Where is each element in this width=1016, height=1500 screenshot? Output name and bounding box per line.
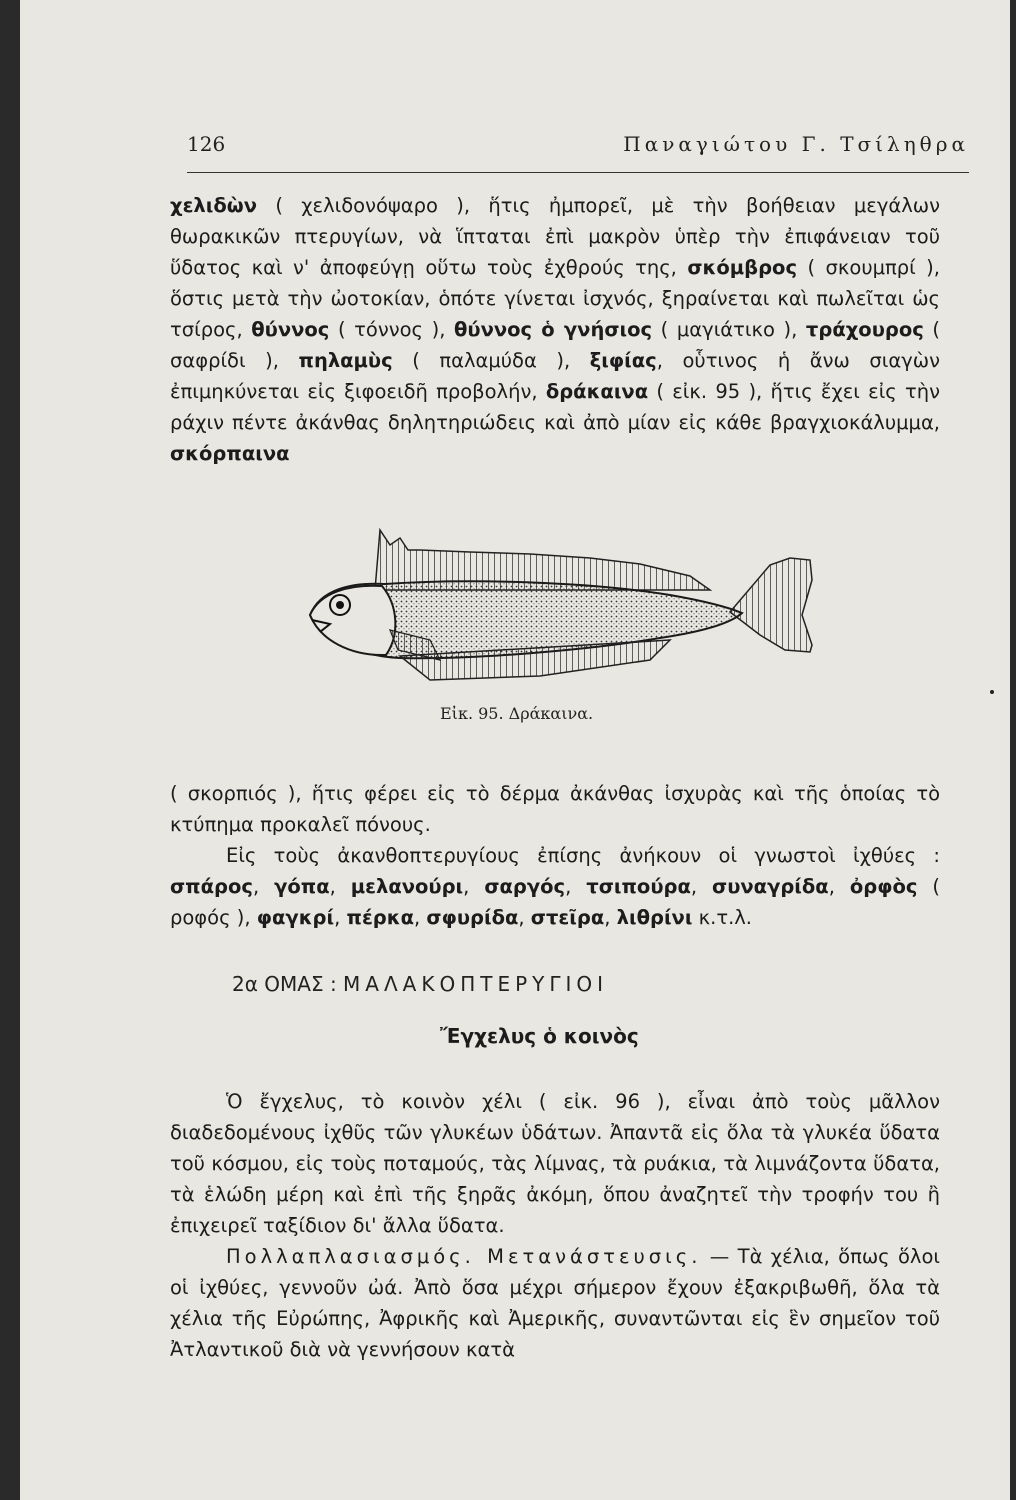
figure-caption: Εἰκ. 95. Δράκαινα.: [440, 704, 594, 723]
text-run: , οὗτινος ἡ ἄνω σιαγὼν ἐπιμηκύνεται εἰς ξιφοειδῆ προβολήν,: [170, 349, 940, 403]
term-horse-mackerel: τράχουρος: [805, 318, 924, 341]
text-run: ( ροφός ),: [170, 875, 941, 929]
paragraph-eel: [170, 1086, 940, 1365]
paragraph-fish-list: [170, 190, 940, 469]
term-fish: λιθρίνι: [616, 906, 693, 929]
term-fish: στεῖρα: [530, 906, 605, 929]
text-run: — Τὰ χέλια, ὅπως ὅλοι οἱ ἰχθύες, γεννοῦν ὠά. Ἀπὸ ὅσα μέχρι σήμερον ἔχουν ἐξακριβωθῆ, ὅλα τὰ χέλια τῆς Εὐρώπης, Ἀφρικῆς καὶ Ἀμερικῆς, συναντῶνται εἰς ἓν σημεῖον τοῦ Ἀτλαντικοῦ διὰ νὰ γεννήσουν κατὰ: [170, 1245, 940, 1361]
paragraph-scorpion: [170, 778, 940, 933]
term-fish: συναγρίδα: [712, 875, 829, 898]
term-fish: σφυρίδα: [426, 906, 519, 929]
text-run: ( χελιδονόψαρο ), ἥτις ἠμπορεῖ, μὲ τὴν βοήθειαν μεγάλων θωρακικῶν πτερυγίων, νὰ ἵπταται ἐπὶ μακρὸν ὑπὲρ τὴν ἐπιφάνειαν τοῦ ὕδατος καὶ ν' ἀποφεύγῃ οὕτω τοὺς ἐχθρούς της,: [170, 194, 940, 279]
text-run: κ.τ.λ.: [698, 906, 753, 929]
running-title: Παναγιώτου Γ. Τσίληθρα: [623, 132, 969, 156]
tail-fin: [730, 558, 812, 652]
text-run: Εἰς τοὺς ἀκανθοπτερυγίους ἐπίσης ἀνήκουν οἱ γνωστοὶ ἰχθύες :: [226, 844, 940, 867]
term-fish: μελανούρι: [350, 875, 464, 898]
term-fish: ὀρφὸς: [849, 875, 918, 898]
margin-mark: [990, 690, 994, 694]
term-fish: γόπα: [274, 875, 330, 898]
term-fish: τσιπούρα: [586, 875, 691, 898]
paragraph-reproduction: [170, 1241, 940, 1365]
subheading: Ἔγχελυς ὁ κοινὸς: [440, 1024, 639, 1048]
page-header: [187, 132, 969, 173]
term-fish: σαργός: [484, 875, 566, 898]
section-heading: [232, 972, 608, 996]
text-run: ( μαγιάτικο ),: [652, 318, 806, 341]
section-prefix: 2α ΟΜΑΣ :: [232, 972, 337, 996]
text-run: ( σκουμπρί ), ὅστις μετὰ τὴν ὠοτοκίαν, ὁπότε γίνεται ἰσχνός, ξηραίνεται καὶ πωλεῖται ὡς τσίρος,: [170, 256, 940, 341]
text-run: ( τόννος ),: [329, 318, 455, 341]
paragraph-text: ( σκορπιός ), ἥτις φέρει εἰς τὸ δέρμα ἀκάνθας ἰσχυρὰς καὶ τῆς ὁποίας τὸ κτύπημα προκαλεῖ πόνους.: [170, 782, 940, 836]
term-weever: δράκαινα: [545, 380, 649, 403]
text-run: ( σαφρίδι ),: [170, 318, 940, 372]
term-fish: φαγκρί: [256, 906, 335, 929]
text-run: ( εἰκ. 95 ), ἥτις ἔχει εἰς τὴν ράχιν πέντε ἀκάνθας δηλητηριώδεις καὶ ἀπὸ μίαν εἰς κάθε βραγχιοκάλυμμα,: [170, 380, 940, 434]
page-number: 126: [187, 132, 226, 156]
section-name: ΜΑΛΑΚΟΠΤΕΡΥΓΙΟΙ: [343, 972, 609, 996]
term-bonito: πηλαμὺς: [298, 349, 393, 372]
term-tuna: θύννος: [251, 318, 330, 341]
paragraph-text: Ὁ ἔγχελυς, τὸ κοινὸν χέλι ( εἰκ. 96 ), εἶναι ἀπὸ τοὺς μᾶλλον διαδεδομένους ἰχθῦς τῶν γλυκέων ὑδάτων. Ἀπαντᾶ εἰς ὅλα τὰ γλυκέα ὕδατα τοῦ κόσμου, εἰς τοὺς ποταμούς, τὰς λίμνας, τὰ ρυάκια, τὰ λιμνάζοντα ὕδατα, τὰ ἑλώδη μέρη καὶ ἐπὶ τῆς ξηρᾶς ἀκόμη, ὅπου ἀναζητεῖ τὴν τροφήν του ἢ ἐπιχειρεῖ ταξίδιον δι' ἄλλα ὕδατα.: [170, 1090, 940, 1237]
term-fish: σπάρος: [170, 875, 253, 898]
fish-illustration: [290, 520, 820, 690]
term-swordfish: ξιφίας: [589, 349, 657, 372]
paragraph-acanthopterygii: Εἰς τοὺς ἀκανθοπτερυγίους ἐπίσης ἀνήκουν οἱ γνωστοὶ ἰχθύες : σπάρος, γόπα, μελανούρι, σαργός, τσιπούρα, συναγρίδα, ὀρφὸς ( ροφός ), φαγκρί, πέρκα, σφυρίδα, στεῖρα, λιθρίνι κ.τ.λ.: [170, 844, 941, 929]
term-fish: πέρκα: [346, 906, 415, 929]
spaced-heading: Πολλαπλασιασμός. Μετανάστευσις.: [226, 1245, 702, 1268]
term-mackerel: σκόμβρος: [687, 256, 798, 279]
text-run: ( παλαμύδα ),: [392, 349, 590, 372]
term-scorpionfish: σκόρπαινα: [170, 442, 290, 465]
fish-head: [310, 586, 395, 655]
term-swallowfish: χελιδὼν: [170, 194, 257, 217]
term-true-tuna: θύννος ὁ γνήσιος: [454, 318, 653, 341]
